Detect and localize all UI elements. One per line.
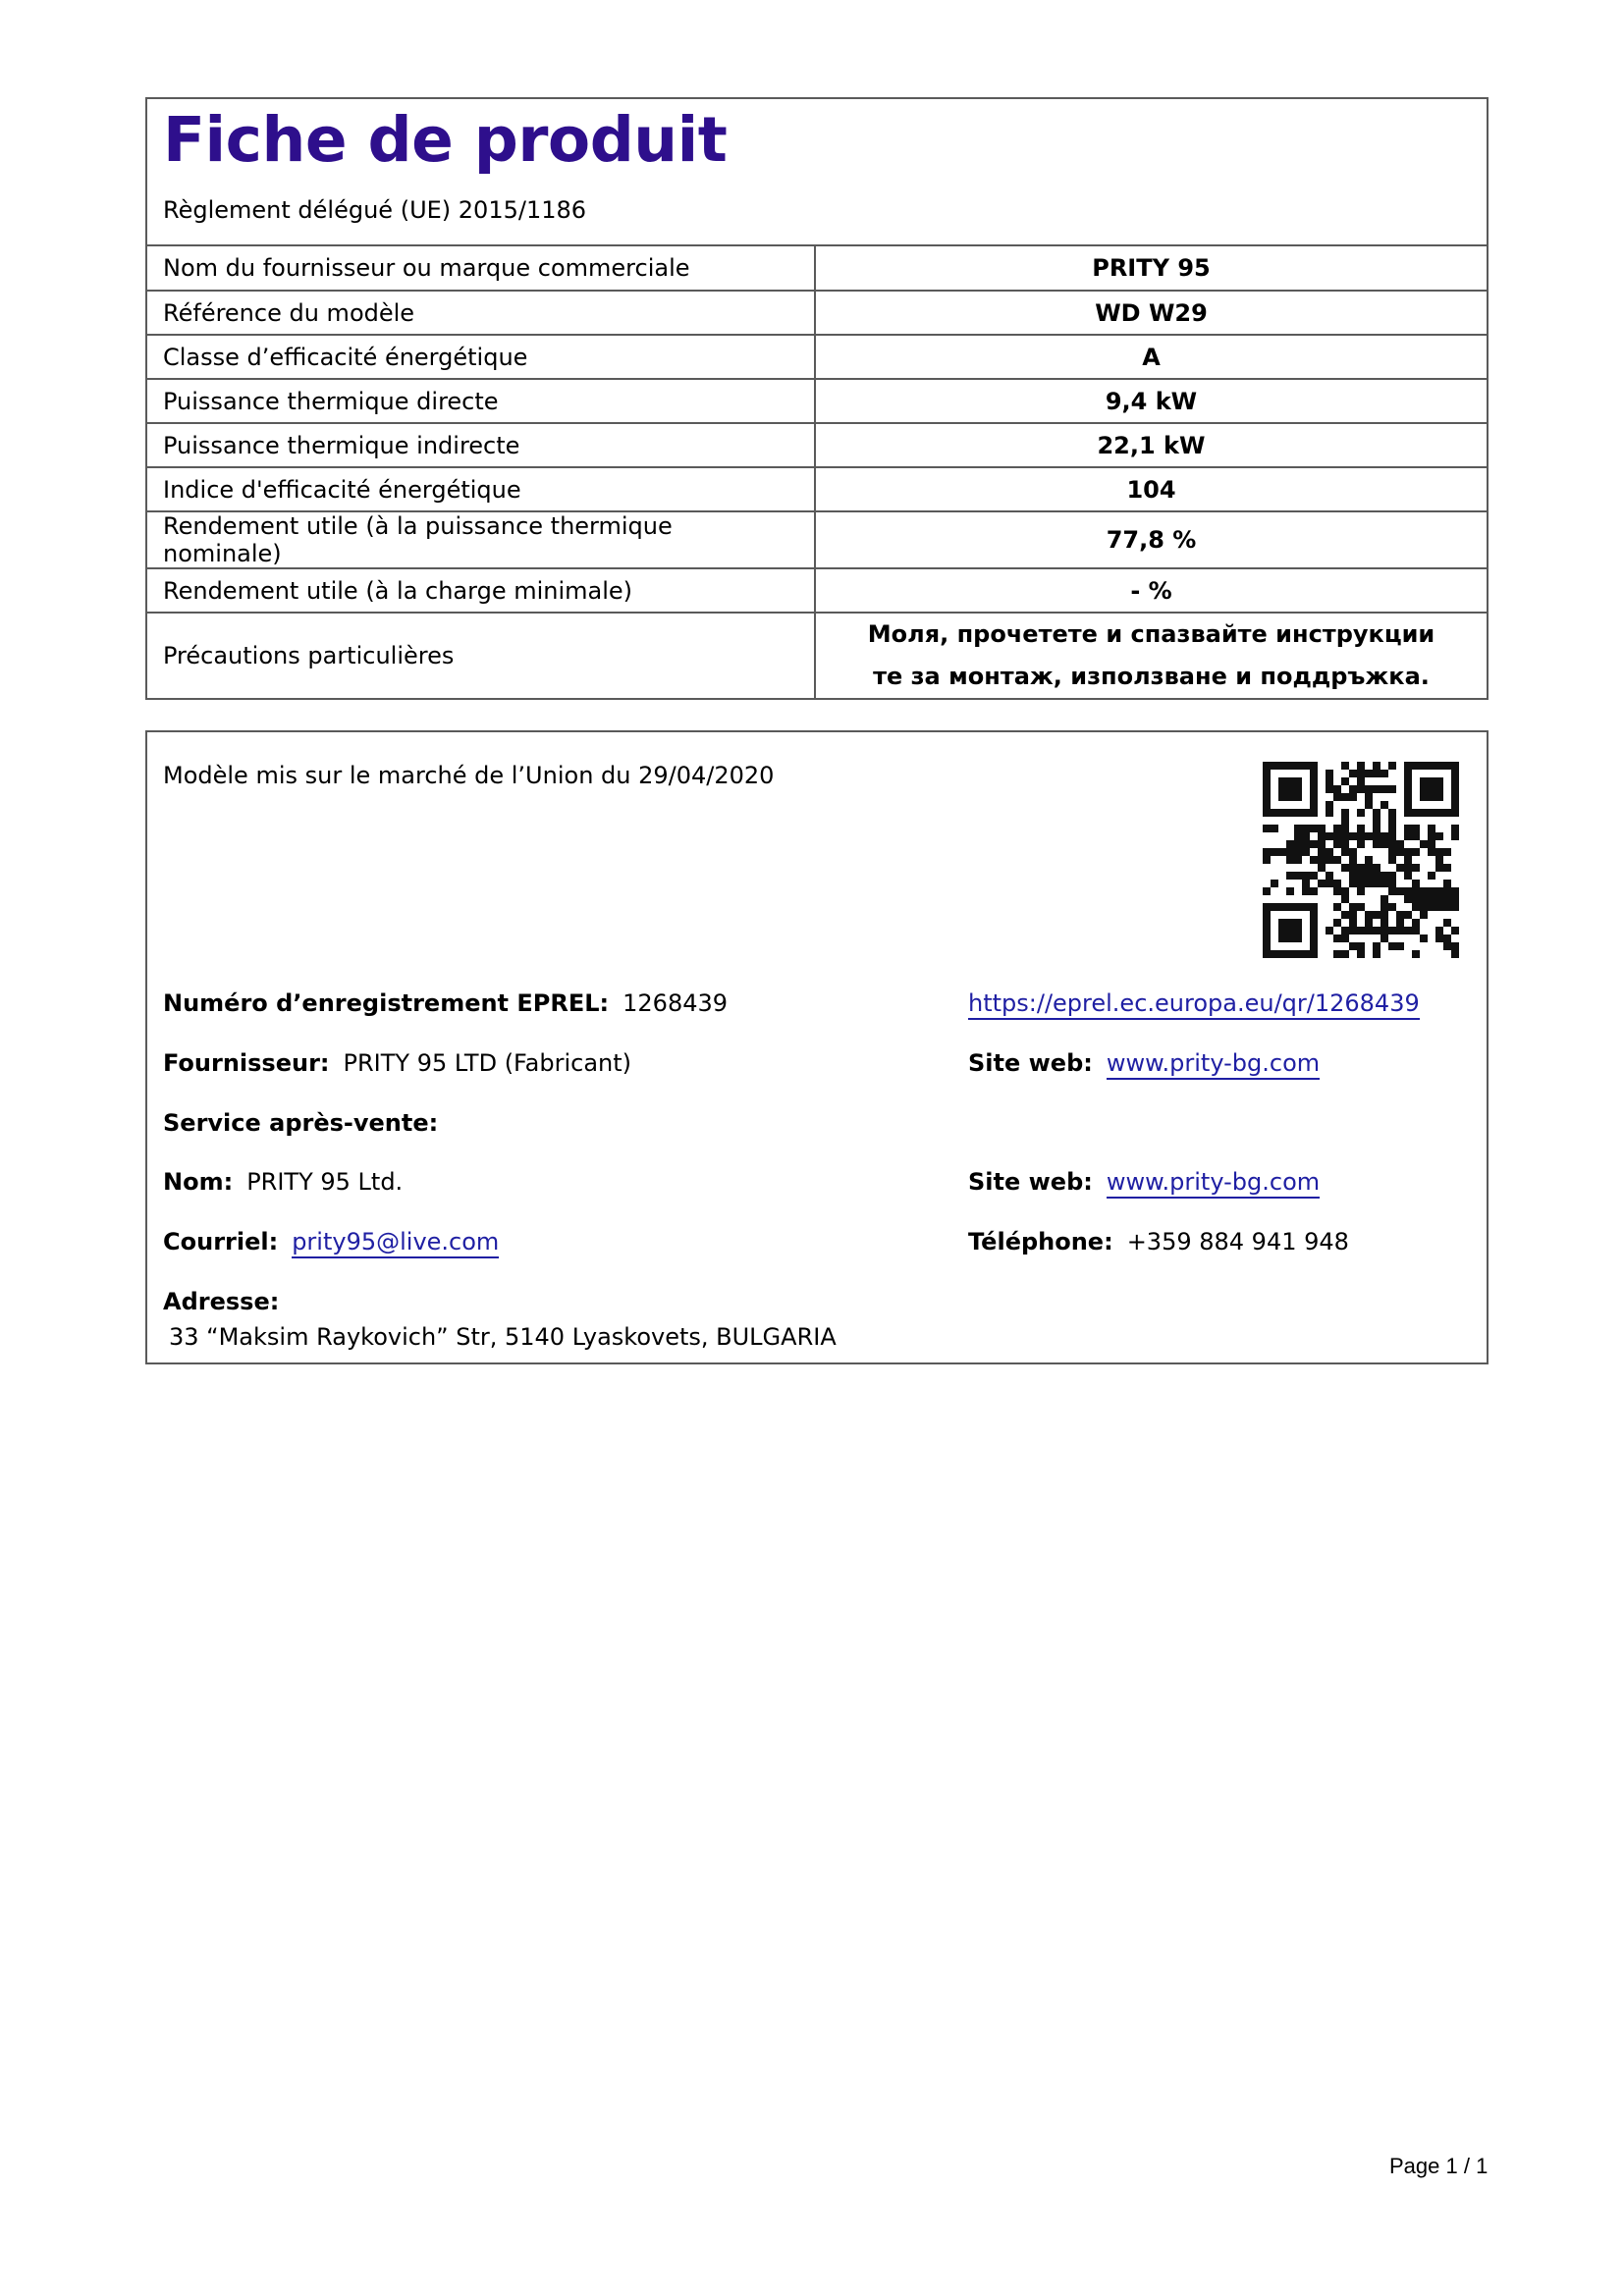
spec-label: Puissance thermique indirecte [147, 423, 815, 467]
spec-label: Indice d'efficacité énergétique [147, 467, 815, 511]
qr-code-image [1263, 762, 1459, 958]
precautions-label: Précautions particulières [147, 613, 815, 698]
eprel-label: Numéro d’enregistrement EPREL: [163, 989, 610, 1017]
supplier-row [163, 1049, 631, 1077]
email-row [163, 1228, 499, 1255]
supplier-value: PRITY 95 LTD (Fabricant) [343, 1049, 632, 1077]
spec-value: WD W29 [815, 291, 1487, 335]
spec-label: Rendement utile (à la charge minimale) [147, 568, 815, 613]
spec-row [147, 379, 1487, 423]
page-number: Page 1 / 1 [1389, 2154, 1489, 2178]
regulation-reference: Règlement délégué (UE) 2015/1186 [163, 196, 587, 224]
spec-value: 104 [815, 467, 1487, 511]
address-label: Adresse: [163, 1288, 280, 1315]
email-label: Courriel: [163, 1228, 279, 1255]
email-link[interactable]: prity95@live.com [292, 1228, 499, 1258]
phone-row [968, 1228, 1349, 1255]
service-website-link[interactable]: www.prity-bg.com [1107, 1168, 1320, 1199]
website-link[interactable]: www.prity-bg.com [1107, 1049, 1320, 1080]
eprel-number: 1268439 [623, 989, 729, 1017]
service-website-row [968, 1168, 1320, 1196]
spec-row [147, 335, 1487, 379]
page-title: Fiche de produit [163, 104, 728, 176]
product-sheet-table [145, 97, 1489, 700]
sheet-header [147, 99, 1487, 246]
address-value: 33 “Maksim Raykovich” Str, 5140 Lyaskovets, BULGARIA [169, 1323, 837, 1351]
service-heading [163, 1109, 452, 1137]
spec-row [147, 291, 1487, 335]
spec-label: Nom du fournisseur ou marque commerciale [163, 254, 690, 282]
spec-row [147, 246, 1487, 291]
spec-row [147, 423, 1487, 467]
phone-value: +359 884 941 948 [1126, 1228, 1349, 1255]
eprel-url-link[interactable]: https://eprel.ec.europa.eu/qr/1268439 [968, 989, 1420, 1020]
eprel-row [163, 989, 728, 1017]
precautions-value [815, 613, 1487, 698]
spec-row-precautions [147, 613, 1487, 698]
name-label: Nom: [163, 1168, 234, 1196]
precautions-line-1: Моля, прочетете и спазвайте инструкции [867, 620, 1435, 648]
supplier-label: Fournisseur: [163, 1049, 330, 1077]
website-label: Site web: [968, 1049, 1093, 1077]
website-row [968, 1049, 1320, 1077]
spec-label: Classe d’efficacité énergétique [147, 335, 815, 379]
spec-value: PRITY 95 [815, 246, 1487, 291]
phone-label: Téléphone: [968, 1228, 1113, 1255]
service-label: Service après-vente: [163, 1109, 439, 1137]
spec-value: 22,1 kW [815, 423, 1487, 467]
spec-row [147, 511, 1487, 568]
spec-label: Rendement utile (à la puissance thermique nominale) [147, 511, 815, 568]
spec-value: A [815, 335, 1487, 379]
supplier-info-box [145, 730, 1489, 1364]
name-value: PRITY 95 Ltd. [246, 1168, 404, 1196]
market-date-text: Modèle mis sur le marché de l’Union du 29/04/2020 [163, 762, 775, 789]
address-label-row [163, 1288, 293, 1315]
spec-row [147, 568, 1487, 613]
spec-value: - % [815, 568, 1487, 613]
spec-row [147, 467, 1487, 511]
eprel-url-row [968, 989, 1420, 1017]
spec-value: 77,8 % [815, 511, 1487, 568]
precautions-line-2: те за монтаж, използване и поддръжка. [873, 663, 1430, 690]
service-website-label: Site web: [968, 1168, 1093, 1196]
spec-value: 9,4 kW [815, 379, 1487, 423]
spec-table [147, 246, 1487, 698]
name-row [163, 1168, 403, 1196]
spec-label: Référence du modèle [147, 291, 815, 335]
spec-label: Puissance thermique directe [147, 379, 815, 423]
